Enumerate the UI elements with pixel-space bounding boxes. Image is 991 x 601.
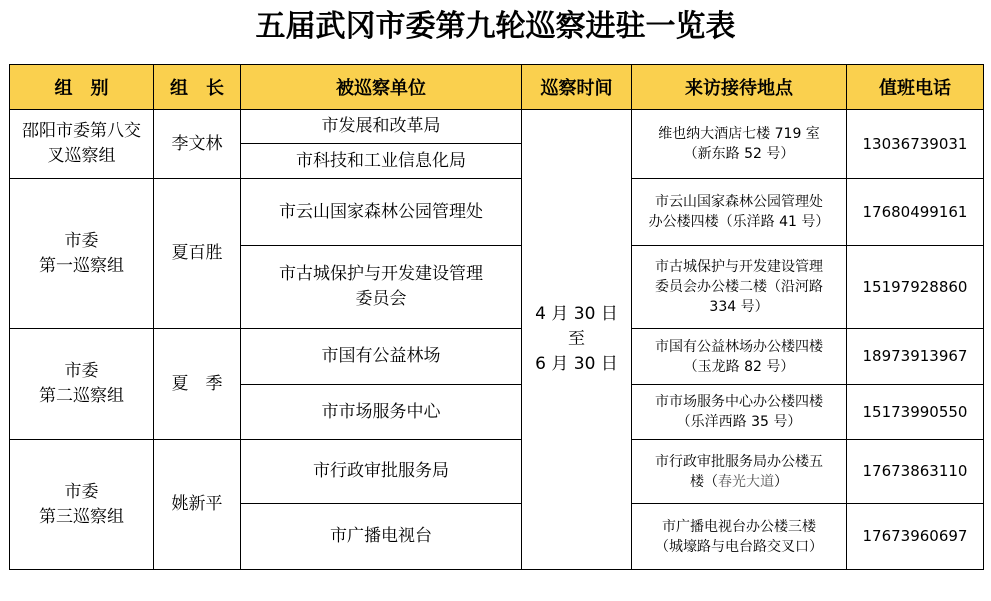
table-header-row (10, 65, 984, 110)
inspected-unit: 市市场服务中心 (241, 385, 522, 440)
period-to: 至 (568, 329, 585, 349)
place-text: ） (774, 473, 788, 490)
inspected-unit: 市国有公益林场 (241, 329, 522, 385)
group-leader: 李文林 (154, 110, 241, 179)
table-row (10, 110, 984, 144)
group-leader: 夏 季 (154, 329, 241, 440)
col-header-phone: 值班电话 (847, 65, 984, 110)
group-name-line: 第三巡察组 (39, 506, 124, 527)
inspection-period (522, 110, 632, 570)
group-name-line: 第一巡察组 (39, 255, 124, 276)
inspected-unit: 市科技和工业信息化局 (241, 144, 522, 179)
place-text: 楼（ (690, 473, 718, 490)
duty-phone: 13036739031 (847, 110, 984, 179)
duty-phone: 17680499161 (847, 179, 984, 246)
place-line: 市云山国家森林公园管理处 (655, 194, 823, 210)
place-line: 委员会办公楼二楼（沿河路 (655, 279, 823, 295)
group-name-line: 市委 (64, 230, 99, 251)
inspected-unit (241, 246, 522, 329)
reception-place (632, 110, 847, 179)
place-line: 市国有公益林场办公楼四楼 (655, 338, 823, 355)
place-line: 市广播电视台办公楼三楼 (662, 518, 816, 535)
place-text-faded: 春光大道 (718, 473, 774, 490)
place-line: 维也纳大酒店七楼 719 室 (658, 126, 820, 142)
group-name-line: 第二巡察组 (39, 386, 124, 406)
duty-phone: 17673960697 (847, 504, 984, 570)
table-row (10, 179, 984, 246)
col-header-unit: 被巡察单位 (241, 65, 522, 110)
group-name-line: 市委 (64, 361, 99, 381)
col-header-group: 组 别 (10, 65, 154, 110)
group-name (10, 440, 154, 570)
reception-place (632, 504, 847, 570)
reception-place (632, 179, 847, 246)
page-title: 五届武冈市委第九轮巡察进驻一览表 (255, 9, 736, 44)
place-line: 市市场服务中心办公楼四楼 (655, 394, 823, 410)
place-line: 334 号） (709, 299, 769, 315)
inspection-table (9, 64, 984, 570)
place-line: （城壕路与电台路交叉口） (655, 538, 823, 555)
group-name-line: 市委 (64, 481, 99, 502)
place-line: 办公楼四楼（乐洋路 41 号） (648, 214, 830, 230)
col-header-place: 来访接待地点 (632, 65, 847, 110)
group-name (10, 179, 154, 329)
place-line: 市行政审批服务局办公楼五 (655, 453, 823, 470)
place-line: 市古城保护与开发建设管理 (655, 259, 823, 275)
reception-place (632, 385, 847, 440)
unit-line: 委员会 (355, 289, 407, 309)
duty-phone: 15197928860 (847, 246, 984, 329)
inspected-unit: 市行政审批服务局 (241, 440, 522, 504)
duty-phone: 18973913967 (847, 329, 984, 385)
duty-phone: 15173990550 (847, 385, 984, 440)
group-name (10, 110, 154, 179)
inspected-unit: 市发展和改革局 (241, 110, 522, 144)
period-end: 6 月 30 日 (535, 354, 618, 374)
group-name (10, 329, 154, 440)
unit-line: 市古城保护与开发建设管理 (279, 264, 483, 284)
place-line: （玉龙路 82 号） (683, 358, 795, 375)
col-header-leader: 组 长 (154, 65, 241, 110)
period-start: 4 月 30 日 (535, 304, 618, 324)
place-line: （乐洋西路 35 号） (676, 414, 802, 430)
table-row (10, 329, 984, 385)
place-line (632, 472, 846, 492)
inspected-unit: 市云山国家森林公园管理处 (241, 179, 522, 246)
reception-place (632, 329, 847, 385)
col-header-time: 巡察时间 (522, 65, 632, 110)
reception-place (632, 246, 847, 329)
table-row (10, 440, 984, 504)
reception-place (632, 440, 847, 504)
group-name-text: 邵阳市委第八交叉巡察组 (22, 121, 141, 166)
group-leader: 夏百胜 (154, 179, 241, 329)
group-leader: 姚新平 (154, 440, 241, 570)
duty-phone: 17673863110 (847, 440, 984, 504)
place-line: （新东路 52 号） (683, 146, 795, 162)
inspected-unit: 市广播电视台 (241, 504, 522, 570)
